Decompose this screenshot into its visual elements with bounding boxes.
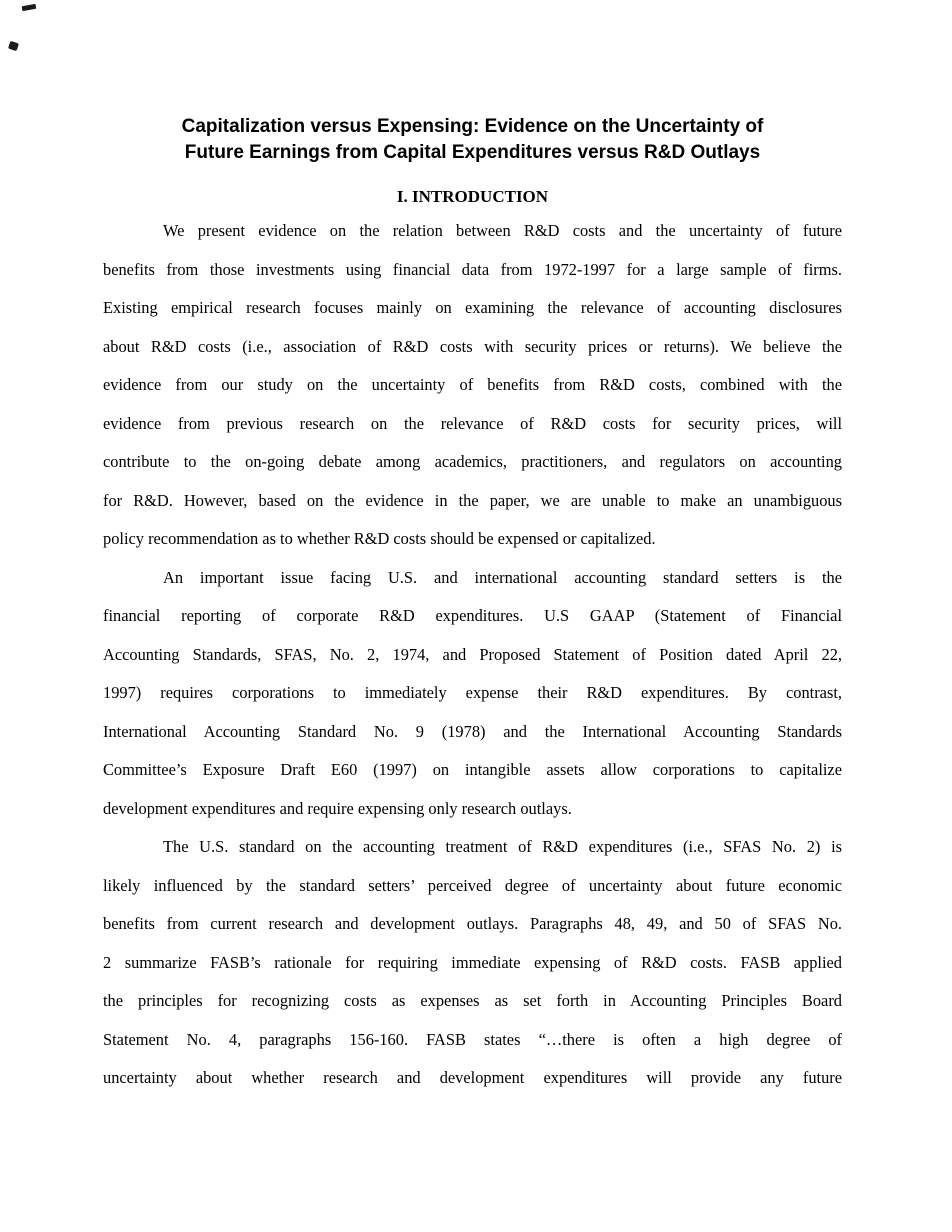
paper-title-line-2: Future Earnings from Capital Expenditures versus R&D Outlays — [184, 142, 761, 163]
body-line: evidence from previous research on the relevance of R&D costs for security prices, will — [103, 413, 842, 433]
body-line: uncertainty about whether research and development expenditures will provide any future — [103, 1068, 842, 1087]
section-heading: I. INTRODUCTION — [396, 187, 549, 206]
paper-title-line-1: Capitalization versus Expensing: Evidence on the Uncertainty of — [181, 116, 764, 137]
body-text — [103, 212, 842, 1098]
body-line: benefits from current research and development outlays. Paragraphs 48, 49, and 50 of SFAS No. — [103, 914, 842, 933]
body-line: for R&D. However, based on the evidence in the paper, we are unable to make an unambiguous — [103, 490, 842, 510]
body-line: policy recommendation as to whether R&D costs should be expensed or capitalized. — [103, 529, 656, 548]
body-line: about R&D costs (i.e., association of R&D costs with security prices or returns). We believe the — [103, 336, 842, 356]
body-line: the principles for recognizing costs as expenses as set forth in Accounting Principles Board — [103, 991, 842, 1010]
body-line: International Accounting Standard No. 9 (1978) and the International Accounting Standards — [103, 721, 842, 741]
scan-artifact-speck — [8, 41, 19, 51]
body-line: likely influenced by the standard setters’ perceived degree of uncertainty about future economic — [103, 875, 842, 895]
body-line: 2 summarize FASB’s rationale for requiring immediate expensing of R&D costs. FASB applied — [103, 952, 842, 972]
body-line: Committee’s Exposure Draft E60 (1997) on intangible assets allow corporations to capitalize — [103, 760, 842, 779]
body-line: contribute to the on-going debate among academics, practitioners, and regulators on accounting — [103, 452, 842, 471]
body-line: 1997) requires corporations to immediately expense their R&D expenditures. By contrast, — [103, 683, 842, 702]
body-line: financial reporting of corporate R&D expenditures. U.S GAAP (Statement of Financial — [103, 606, 842, 625]
body-line: The U.S. standard on the accounting treatment of R&D expenditures (i.e., SFAS No. 2) is — [163, 837, 842, 856]
body-line: An important issue facing U.S. and international accounting standard setters is the — [163, 567, 842, 587]
scan-artifact-speck — [22, 4, 37, 11]
body-line: Existing empirical research focuses mainly on examining the relevance of accounting disclosures — [103, 298, 842, 317]
body-line: Accounting Standards, SFAS, No. 2, 1974, and Proposed Statement of Position dated April 22, — [103, 644, 842, 664]
body-line: development expenditures and require expensing only research outlays. — [103, 798, 572, 818]
body-line: We present evidence on the relation between R&D costs and the uncertainty of future — [163, 221, 842, 240]
body-line: benefits from those investments using financial data from 1972-1997 for a large sample of firms. — [103, 259, 842, 279]
body-line: evidence from our study on the uncertainty of benefits from R&D costs, combined with the — [103, 375, 842, 394]
body-line: Statement No. 4, paragraphs 156-160. FASB states “…there is often a high degree of — [103, 1029, 842, 1049]
paper-title — [103, 114, 842, 166]
